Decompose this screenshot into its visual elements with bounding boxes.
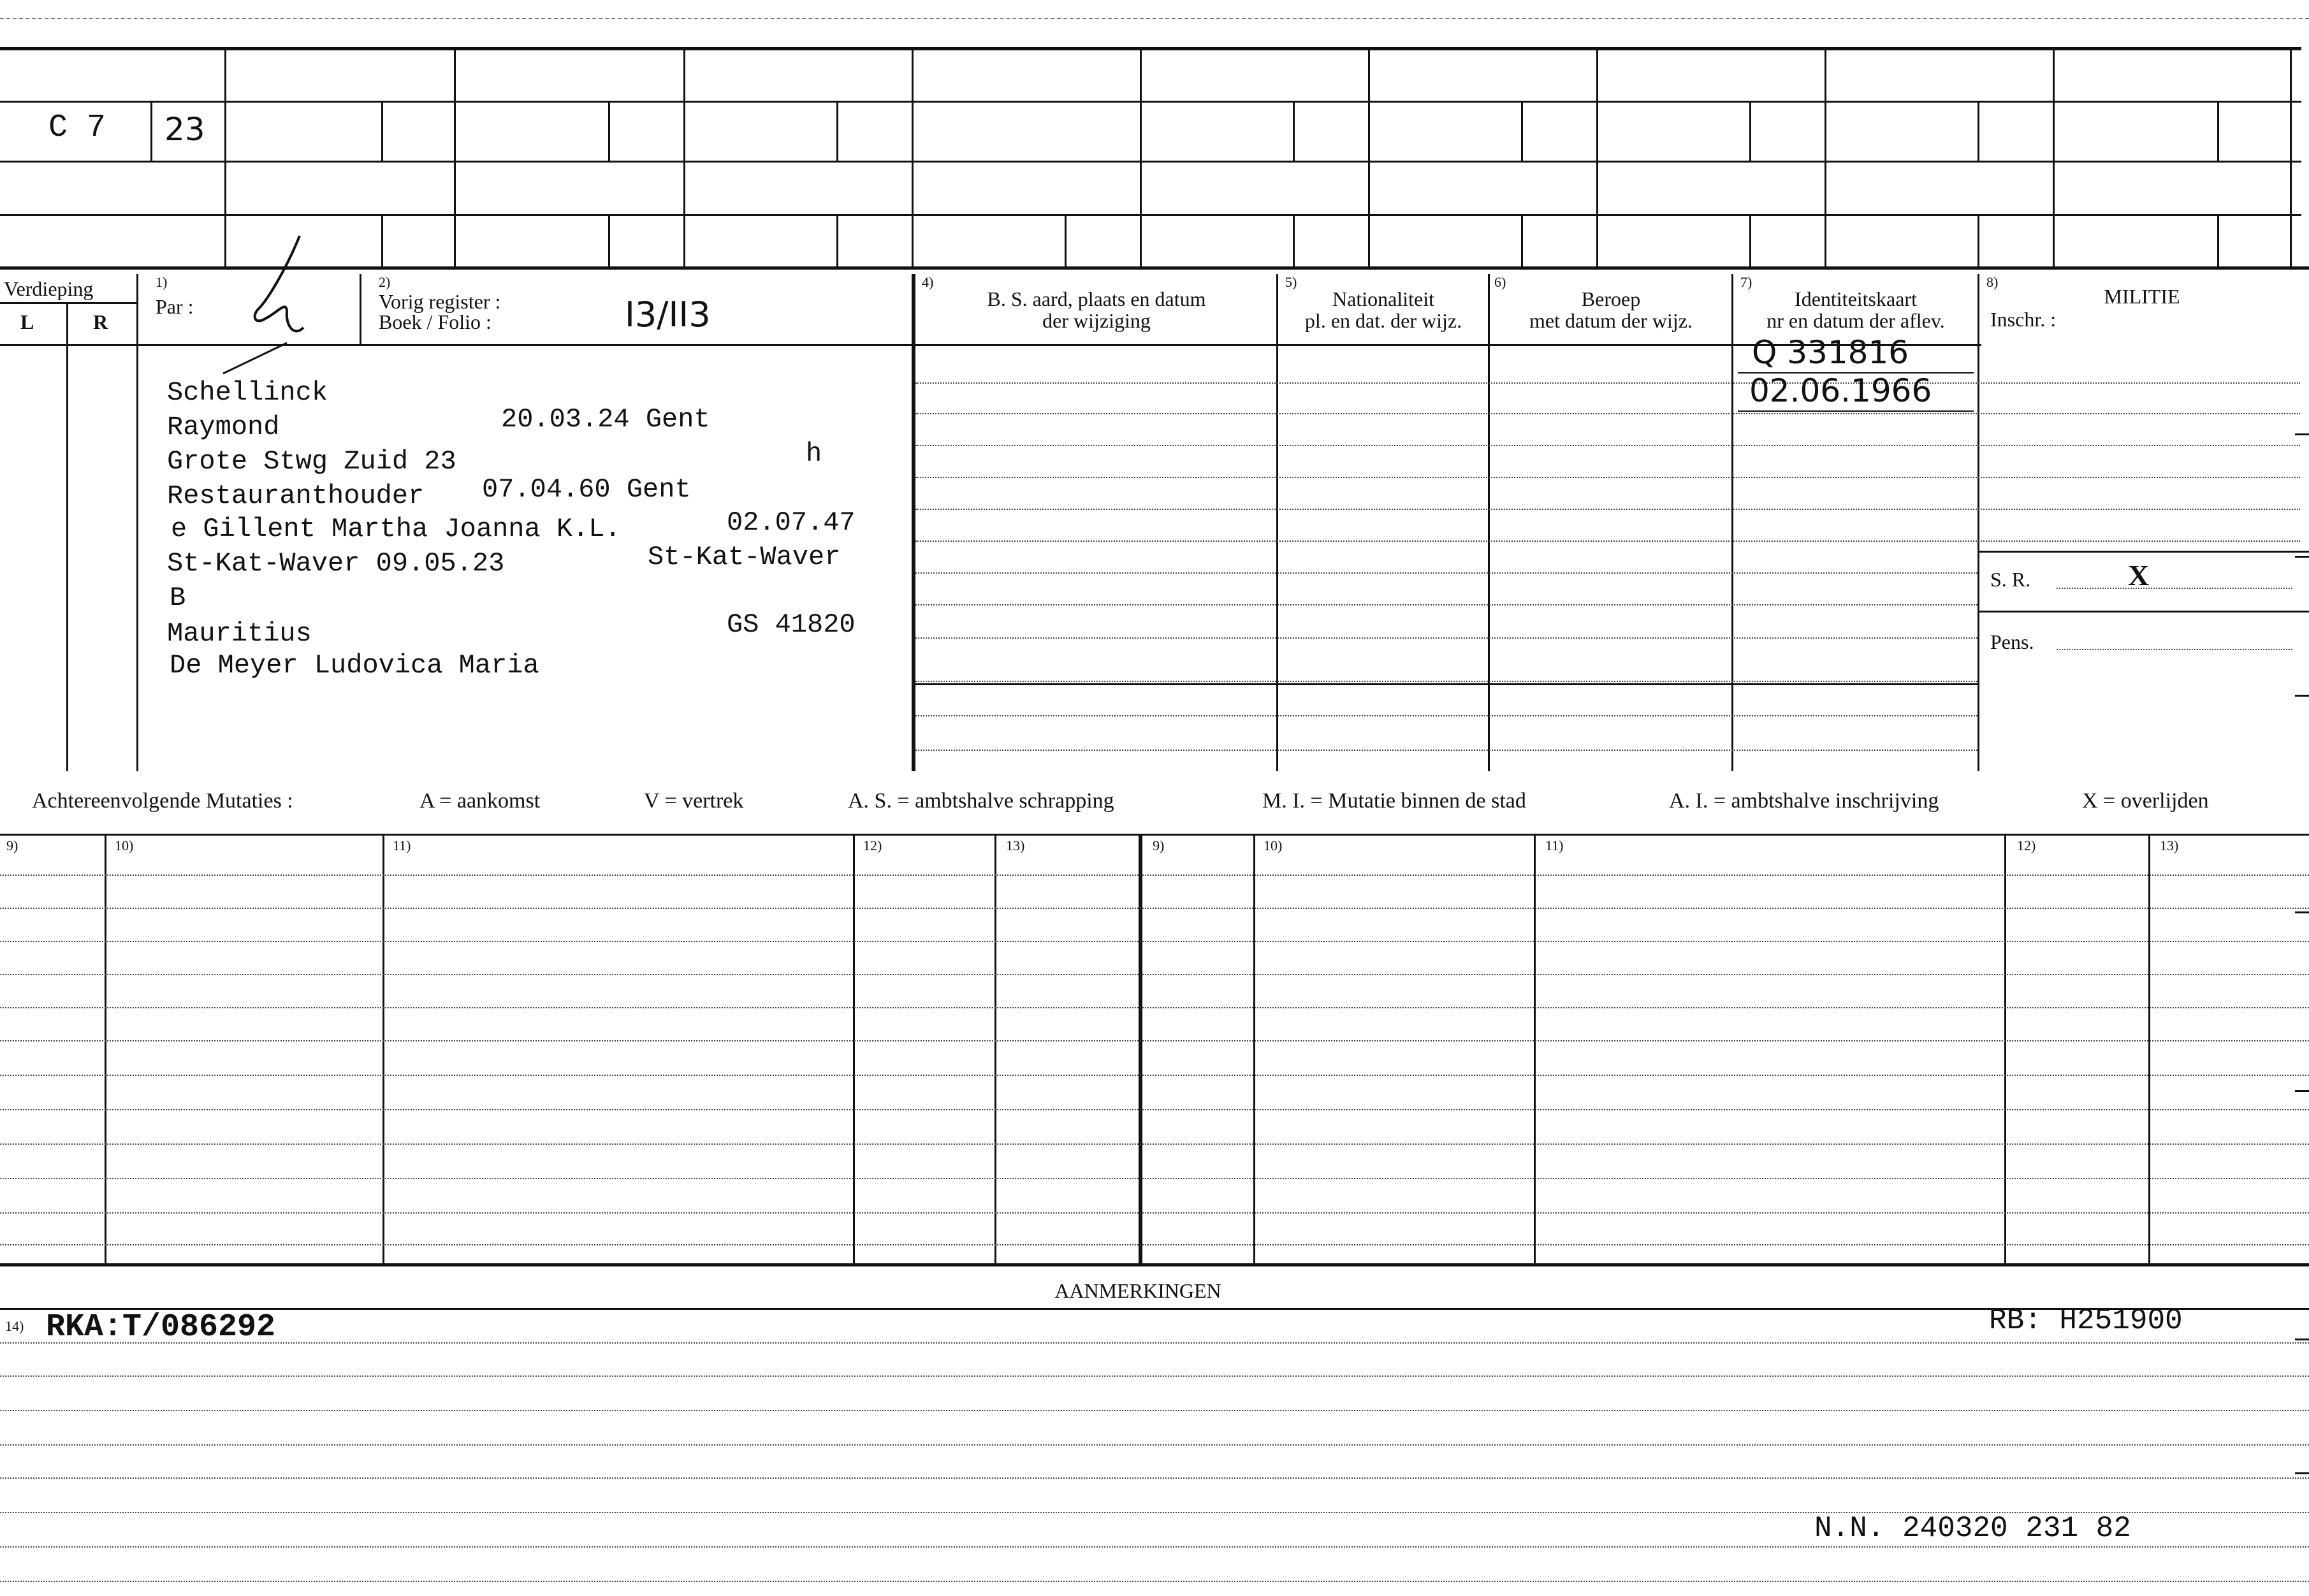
top-grid-top	[0, 47, 2301, 50]
row-rule	[915, 540, 2300, 542]
top-rule	[0, 18, 2309, 19]
row-rule	[915, 715, 1978, 716]
edge-tick	[2295, 433, 2309, 435]
top-grid-subdivider	[608, 101, 610, 161]
remark-rule	[0, 1477, 2309, 1479]
top-grid-divider	[912, 47, 914, 266]
person-line-4-right: 07.04.60 Gent	[482, 474, 691, 505]
mutation-row-rule	[0, 908, 2309, 909]
top-grid-divider	[1368, 47, 1370, 266]
top-code-1: C 7	[48, 110, 106, 146]
mut-col-11: 11)	[393, 838, 411, 853]
vorig-number: 2)	[379, 274, 391, 290]
row-rule	[915, 572, 1978, 574]
top-code-2: 23	[164, 111, 205, 148]
remark-rule	[0, 1410, 2309, 1411]
sr-dots	[2057, 588, 2292, 589]
mutation-row-rule	[0, 1178, 2309, 1179]
rka-value: RKA:T/086292	[46, 1309, 276, 1346]
legend-ai: A. I. = ambtshalve inschrijving	[1669, 789, 1939, 813]
top-grid-line-3	[0, 214, 2301, 216]
mut-col-12b: 12)	[2017, 838, 2036, 853]
militie-label: MILITIE	[2104, 285, 2180, 308]
row-rule	[915, 445, 2300, 446]
mut-col-9: 9)	[6, 838, 18, 853]
header-divider	[1488, 274, 1490, 771]
ber-label-1: Beroep	[1581, 287, 1641, 310]
mutaties-title: Achtereenvolgende Mutaties :	[32, 789, 293, 813]
id-number: 7)	[1740, 274, 1752, 290]
edge-tick	[2295, 1472, 2309, 1474]
top-grid-divider	[1825, 47, 1826, 266]
legend-as: A. S. = ambtshalve schrapping	[848, 789, 1114, 813]
mutation-col-divider	[1253, 834, 1255, 1263]
identity-date: 02.06.1966	[1749, 372, 1932, 409]
person-line-6-left: St-Kat-Waver 09.05.23	[167, 548, 505, 579]
mut-col-11b: 11)	[1545, 838, 1564, 853]
col-l-label: L	[20, 310, 34, 333]
row-rule	[915, 509, 2300, 510]
nat-label-2: pl. en dat. der wijz.	[1304, 309, 1462, 332]
id-label-1: Identiteitskaart	[1795, 287, 1917, 310]
sr-label: S. R.	[1990, 568, 2031, 591]
edge-tick	[2295, 911, 2309, 913]
mutation-col-divider	[2004, 834, 2006, 1263]
mut-col-13: 13)	[1006, 838, 1025, 853]
ber-number: 6)	[1494, 274, 1506, 290]
aanmerkingen-line	[0, 1308, 2309, 1310]
top-grid-subdivider	[1521, 214, 1523, 266]
mutation-row-rule	[0, 1244, 2309, 1245]
header-divider	[912, 274, 915, 771]
legend-a: A = aankomst	[419, 789, 541, 813]
id-label-2: nr en datum der aflev.	[1766, 309, 1945, 332]
mutation-col-divider	[994, 834, 996, 1263]
aanmerkingen-title: AANMERKINGEN	[1054, 1279, 1221, 1302]
mutation-row-rule	[0, 874, 2309, 876]
top-grid-subdivider	[1065, 214, 1067, 266]
row-rule	[915, 750, 1978, 751]
top-grid-subdivider	[1521, 101, 1523, 161]
pens-label: Pens.	[1990, 630, 2034, 653]
person-line-8-left: Mauritius	[167, 618, 312, 649]
nat-number: 5)	[1285, 274, 1297, 290]
top-grid-subdivider	[1978, 214, 1979, 266]
bs-label-2: der wijziging	[1042, 309, 1151, 332]
top-grid-divider	[1140, 47, 1142, 266]
mutation-col-divider	[1139, 834, 1142, 1263]
remark-rule	[0, 1546, 2309, 1548]
mut-col-10: 10)	[115, 838, 134, 853]
top-grid-divider	[1596, 47, 1598, 266]
edge-tick	[2295, 695, 2309, 697]
top-grid-subdivider	[381, 214, 383, 266]
person-line-4-left: Restauranthouder	[167, 481, 425, 511]
mut-col-12: 12)	[863, 838, 882, 853]
mutation-col-divider	[382, 834, 384, 1263]
bs-label-1: B. S. aard, plaats en datum	[987, 287, 1206, 310]
rb-value: RB: H251900	[1989, 1304, 2183, 1337]
mutation-row-rule	[0, 1075, 2309, 1076]
mut-col-13b: 13)	[2160, 838, 2179, 853]
header-divider	[66, 302, 68, 771]
top-grid-divider	[454, 47, 456, 266]
top-grid-subdivider	[836, 214, 838, 266]
par-number: 1)	[156, 274, 168, 290]
edge-tick	[2295, 556, 2309, 558]
legend-v: V = vertrek	[644, 789, 744, 813]
row-rule	[915, 413, 2300, 414]
person-line-5-left: e Gillent Martha Joanna K.L.	[171, 514, 621, 544]
mutation-col-divider	[2148, 834, 2150, 1263]
mutation-row-rule	[0, 1109, 2309, 1110]
person-line-3-left: Grote Stwg Zuid 23	[167, 446, 456, 477]
person-line-9: De Meyer Ludovica Maria	[170, 650, 539, 681]
par-handwritten-mark	[217, 229, 370, 376]
identity-underline	[1738, 410, 1974, 412]
remark-rule	[0, 1581, 2309, 1582]
person-line-3-right: h	[806, 439, 822, 469]
top-grid-subdivider	[836, 101, 838, 161]
top-grid-subdivider	[1293, 101, 1295, 161]
aanmerkingen-number: 14)	[5, 1318, 24, 1334]
top-grid-divider	[683, 47, 685, 266]
militie-line	[1978, 611, 2309, 613]
top-grid-subdivider	[1293, 214, 1295, 266]
edge-tick	[2295, 1090, 2309, 1092]
legend-mi: M. I. = Mutatie binnen de stad	[1262, 789, 1526, 813]
mut-col-9b: 9)	[1153, 838, 1165, 853]
mutations-top-line	[0, 834, 2309, 836]
par-label: Par :	[156, 295, 194, 318]
person-line-1: Schellinck	[167, 377, 328, 408]
mutation-row-rule	[0, 1007, 2309, 1008]
remark-rule	[0, 1342, 2309, 1344]
person-line-2-left: Raymond	[167, 412, 280, 442]
row-rule	[915, 382, 2300, 384]
top-grid-subdivider	[1749, 214, 1751, 266]
person-line-6-right: St-Kat-Waver	[648, 542, 841, 572]
mutation-col-divider	[1534, 834, 1536, 1263]
mutation-row-rule	[0, 974, 2309, 975]
remark-rule	[0, 1444, 2309, 1446]
pens-dots	[2057, 649, 2292, 650]
mutations-bottom-line	[0, 1263, 2309, 1266]
top-grid-subdivider	[1978, 101, 1979, 161]
top-grid-subdivider	[2217, 214, 2219, 266]
bs-number: 4)	[922, 274, 934, 290]
militie-line	[1978, 551, 2309, 553]
remark-rule	[0, 1375, 2309, 1377]
top-grid-subdivider	[2217, 101, 2219, 161]
top-code-separator	[150, 108, 152, 153]
row-rule	[915, 477, 2300, 478]
mutation-row-rule	[0, 941, 2309, 942]
person-line-2-right: 20.03.24 Gent	[501, 404, 710, 435]
header-divider	[136, 274, 138, 771]
person-line-5-right: 02.07.47	[727, 507, 856, 538]
mutation-col-divider	[105, 834, 106, 1263]
vorig-label-2: Boek / Folio :	[379, 310, 492, 333]
row-rule	[915, 637, 1978, 639]
mutation-col-divider	[853, 834, 855, 1263]
legend-x: X = overlijden	[2082, 789, 2209, 813]
person-line-8-right: GS 41820	[727, 609, 856, 640]
top-grid-subdivider	[608, 214, 610, 266]
top-grid-subdivider	[381, 101, 383, 161]
top-grid-subdivider	[1749, 101, 1751, 161]
verdieping-label: Verdieping	[4, 277, 94, 300]
change-cols-separator	[914, 683, 1978, 685]
mutation-row-rule	[0, 1212, 2309, 1214]
edge-tick	[2295, 1338, 2309, 1340]
vorig-value: I3/II3	[625, 294, 711, 335]
ber-label-2: met datum der wijz.	[1529, 309, 1693, 332]
header-divider	[1276, 274, 1278, 771]
verdieping-split-line	[0, 302, 136, 304]
row-rule	[915, 604, 1978, 606]
mil-number: 8)	[1986, 274, 1999, 290]
row-rule	[915, 681, 1978, 682]
inschr-label: Inschr. :	[1990, 308, 2057, 331]
top-grid-line-2	[0, 161, 2301, 163]
vorig-label-1: Vorig register :	[379, 290, 501, 313]
mutation-row-rule	[0, 1143, 2309, 1145]
top-grid-line-1	[0, 101, 2301, 103]
top-grid-divider	[2290, 47, 2292, 266]
col-r-label: R	[93, 310, 108, 333]
nat-label-1: Nationaliteit	[1332, 287, 1434, 310]
header-divider	[1978, 274, 1979, 771]
header-divider	[1731, 274, 1733, 771]
sr-value: X	[2128, 559, 2150, 591]
mutation-row-rule	[0, 1040, 2309, 1041]
person-line-7: B	[170, 583, 186, 613]
top-grid-divider	[2053, 47, 2055, 266]
identity-number: Q 331816	[1752, 334, 1909, 371]
nn-value: N.N. 240320 231 82	[1814, 1512, 2131, 1545]
mut-col-10b: 10)	[1264, 838, 1283, 853]
